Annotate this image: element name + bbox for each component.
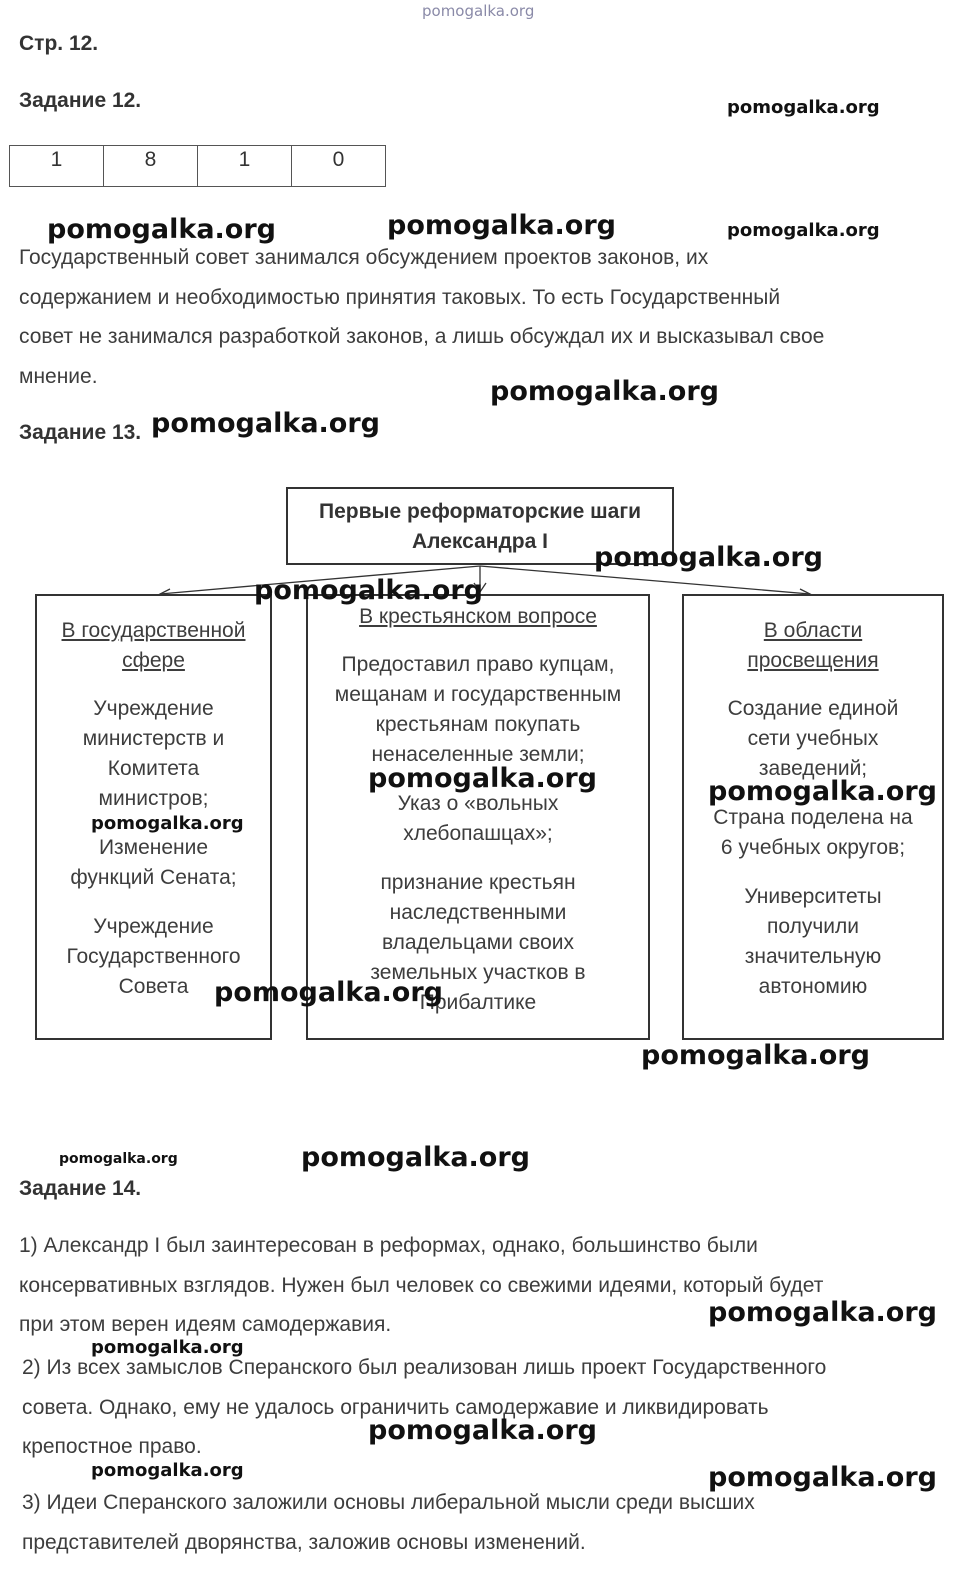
digit-cell: 1 <box>10 146 104 187</box>
item-line: Совета <box>118 975 189 998</box>
digit-cell: 0 <box>292 146 386 187</box>
task-14-heading: Задание 14. <box>19 1177 142 1200</box>
watermark: pomogalka.org <box>727 220 880 241</box>
column-peasant-question <box>306 594 650 1040</box>
watermark: pomogalka.org <box>708 1462 937 1493</box>
item-line: значительную <box>744 945 882 968</box>
page-reference: Стр. 12. <box>19 32 99 55</box>
column-title: В крестьянском вопросе <box>359 605 597 628</box>
task-12-heading: Задание 12. <box>19 89 142 112</box>
watermark: pomogalka.org <box>490 376 719 407</box>
watermark: pomogalka.org <box>641 1040 870 1071</box>
column-title: В области <box>763 619 863 642</box>
watermark: pomogalka.org <box>59 1151 178 1167</box>
watermark: pomogalka.org <box>368 1415 597 1446</box>
text-line: при этом верен идеям самодержавия. <box>19 1313 392 1336</box>
text-line: Государственный совет занимался обсуждением проектов законов, их <box>19 246 709 269</box>
item-line: получили <box>767 915 859 938</box>
watermark: pomogalka.org <box>368 763 597 794</box>
item-line: Государственного <box>66 945 241 968</box>
watermark: pomogalka.org <box>727 97 880 118</box>
item-line: Страна поделена на <box>713 806 913 829</box>
item-line: Университеты <box>744 885 882 908</box>
watermark: pomogalka.org <box>594 542 823 573</box>
item-line: заведений; <box>758 757 868 780</box>
watermark: pomogalka.org <box>91 813 244 834</box>
item-line: земельных участков в <box>370 961 586 984</box>
task-13-heading: Задание 13. <box>19 421 142 444</box>
item-line: функций Сената; <box>70 866 237 889</box>
column-title: сфере <box>122 649 185 672</box>
item-line: крестьянам покупать <box>375 713 581 736</box>
item-line: хлебопашцах»; <box>403 822 553 845</box>
item-line: 6 учебных округов; <box>720 836 906 859</box>
text-line: 1) Александр I был заинтересован в реформах, однако, большинство были <box>19 1234 758 1257</box>
header-line: Первые реформаторские шаги <box>319 500 641 523</box>
item-line: министерств и <box>82 727 225 750</box>
item-line: мещанам и государственным <box>334 683 622 706</box>
text-line: представителей дворянства, заложив основы изменений. <box>22 1530 586 1554</box>
task-14-answer-2 <box>22 1348 957 1467</box>
watermark: pomogalka.org <box>301 1142 530 1173</box>
item-line: Указ о «вольных <box>397 792 559 815</box>
task-14-answer-3 <box>22 1483 957 1562</box>
watermark-top: pomogalka.org <box>422 2 535 20</box>
text-line: 3) Идеи Сперанского заложили основы либеральной мысли среди высших <box>22 1491 755 1514</box>
item-line: Учреждение <box>93 697 214 720</box>
item-line: признание крестьян <box>380 871 576 894</box>
text-line: мнение. <box>19 364 98 388</box>
digit-cell: 1 <box>198 146 292 187</box>
item-line: министров; <box>98 787 209 810</box>
watermark: pomogalka.org <box>151 408 380 439</box>
watermark: pomogalka.org <box>708 1297 937 1328</box>
watermark: pomogalka.org <box>214 977 443 1008</box>
item-line: Предоставил право купцам, <box>341 653 615 676</box>
watermark: pomogalka.org <box>254 575 483 606</box>
item-line: сети учебных <box>747 727 879 750</box>
item-line: Создание единой <box>727 697 899 720</box>
text-line: совет не занимался разработкой законов, а лишь обсуждал их и высказывал свое <box>19 325 825 348</box>
watermark: pomogalka.org <box>708 776 937 807</box>
column-title: просвещения <box>747 649 879 672</box>
item-line: Прибалтике <box>419 991 537 1014</box>
text-line: консервативных взглядов. Нужен был человек со свежими идеями, который будет <box>19 1273 824 1297</box>
digit-cell: 8 <box>104 146 198 187</box>
item-line: Изменение <box>98 836 209 859</box>
item-line: Комитета <box>107 757 200 780</box>
watermark: pomogalka.org <box>91 1460 244 1481</box>
watermark: pomogalka.org <box>47 214 276 245</box>
watermark: pomogalka.org <box>387 210 616 241</box>
column-education <box>682 594 944 1040</box>
text-line: крепостное право. <box>22 1435 202 1458</box>
watermark: pomogalka.org <box>91 1337 244 1358</box>
text-line: совета. Однако, ему не удалось ограничить самодержавие и ликвидировать <box>22 1395 769 1419</box>
header-line: Александра I <box>412 530 548 553</box>
text-line: содержанием и необходимостью принятия таковых. То есть Государственный <box>19 285 781 309</box>
text-line: 2) Из всех замыслов Сперанского был реализован лишь проект Государственного <box>22 1356 827 1379</box>
item-line: автономию <box>758 975 868 998</box>
item-line: наследственными <box>389 901 567 924</box>
item-line: Учреждение <box>93 915 214 938</box>
column-title: В государственной <box>61 619 246 642</box>
item-line: владельцами своих <box>381 931 575 954</box>
item-line: ненаселенные земли; <box>371 743 585 766</box>
